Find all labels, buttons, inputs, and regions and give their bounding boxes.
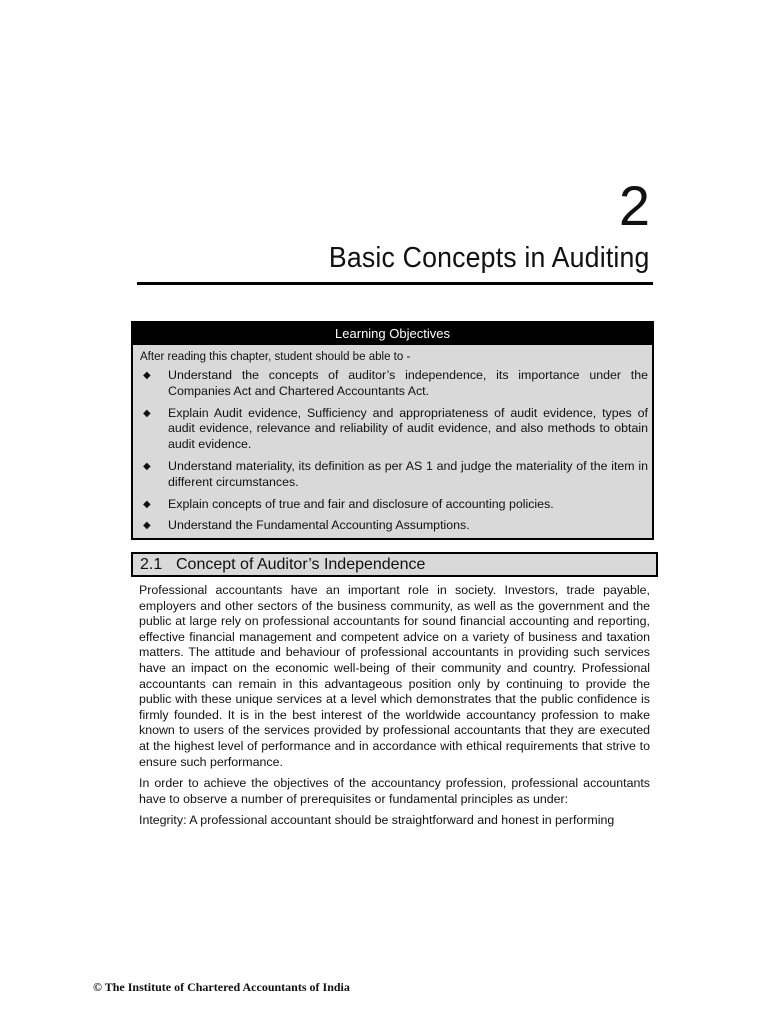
- body-paragraph: In order to achieve the objectives of the accountancy profession, professional accountants have to observe a number of prerequisites or fundamental principles as under:: [139, 776, 650, 806]
- learning-objectives-box: [131, 321, 654, 540]
- section-body: [139, 583, 650, 835]
- objective-text: Understand materiality, its definition as per AS 1 and judge the materiality of the item in different circumstances.: [168, 458, 648, 489]
- chapter-number: 2: [618, 174, 650, 237]
- objective-text: Explain Audit evidence, Sufficiency and appropriateness of audit evidence, types of audit evidence, relevance and reliability of audit evidence, and also methods to obtain audit evidence.: [168, 405, 648, 452]
- section-heading: [131, 552, 658, 577]
- section-title: Concept of Auditor’s Independence: [176, 556, 426, 573]
- diamond-bullet-icon: ◆: [143, 520, 151, 532]
- diamond-bullet-icon: ◆: [143, 407, 151, 419]
- body-paragraph: Integrity: A professional accountant should be straightforward and honest in performing: [139, 813, 615, 828]
- list-item: [133, 459, 652, 491]
- learning-objectives-list: [133, 368, 652, 534]
- list-item: [133, 497, 652, 513]
- chapter-title: Basic Concepts in Auditing: [329, 242, 650, 274]
- section-number: 2.1: [140, 556, 163, 573]
- list-item: [133, 406, 652, 453]
- list-item: [133, 368, 652, 400]
- body-paragraph: Professional accountants have an important role in society. Investors, trade payable, employers and other sectors of the business community, as well as the government and the public at large rely on professional accountants for sound financial accounting and reporting, effective financial management and competent advice on a variety of business and taxation matters. The attitude and behaviour of professional accountants in providing such services have an impact on the economic well-being of their community and country. Professional accountants can remain in this advantageous position only by continuing to provide the public with these unique services at a level which demonstrates that the public confidence is firmly founded. It is in the best interest of the worldwide accountancy profession to make known to users of the services provided by professional accountants that they are executed at the highest level of performance and in accordance with ethical requirements that strive to ensure such performance.: [139, 583, 650, 769]
- objective-text: Understand the Fundamental Accounting Assumptions.: [168, 518, 470, 533]
- list-item: [133, 518, 652, 534]
- diamond-bullet-icon: ◆: [143, 498, 151, 510]
- objective-text: Understand the concepts of auditor’s independence, its importance under the Companies Act and Chartered Accountants Act.: [168, 368, 648, 398]
- diamond-bullet-icon: ◆: [143, 370, 151, 381]
- diamond-bullet-icon: ◆: [143, 460, 151, 472]
- objective-text: Explain concepts of true and fair and disclosure of accounting policies.: [168, 496, 554, 511]
- learning-objectives-intro: After reading this chapter, student should be able to -: [140, 349, 411, 363]
- page-footer: © The Institute of Chartered Accountants of India: [93, 980, 350, 994]
- learning-objectives-header: Learning Objectives: [133, 323, 652, 345]
- title-rule: [137, 282, 653, 285]
